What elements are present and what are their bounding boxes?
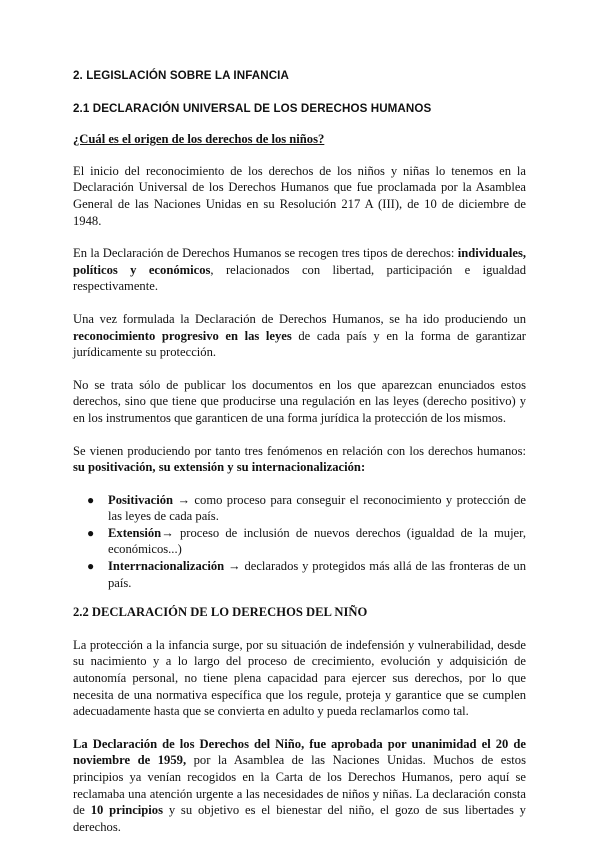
bullet-icon: ●: [87, 525, 95, 540]
origin-question: ¿Cuál es el origen de los derechos de los niños?: [73, 132, 325, 147]
paragraph-text: por la Asamblea de las Naciones Unidas. Muchos de estos principios ya venían recogidos en la Carta de los Derechos Humanos, pero aquí se reclamaba una atención urgente a las necesidades de niños y niñas. La declaración consta de: [73, 753, 526, 818]
paragraph-progressive-recognition: [73, 311, 526, 361]
paragraph-text: , relacionados con libertad, participación e igualdad respectivamente.: [73, 262, 526, 294]
list-item: [73, 525, 526, 558]
paragraph-phenomena: [73, 443, 526, 476]
bold-text: 10 principios: [90, 803, 163, 818]
bullet-term: Positivación: [108, 492, 174, 507]
bold-text: reconocimiento progresivo en las leyes: [73, 328, 292, 343]
bold-text: La Declaración de los Derechos del Niño, fue aprobada por unanimidad el 20 de noviembre de 1959,: [73, 736, 526, 768]
bullet-icon: ●: [87, 492, 95, 507]
section-2-1-heading: 2.1 DECLARACIÓN UNIVERSAL DE LOS DERECHOS HUMANOS: [73, 101, 432, 115]
bullet-text: → proceso de inclusión de nuevos derechos (igualdad de la mujer, económicos...): [108, 525, 526, 557]
paragraph-text: Se vienen produciendo por tanto tres fenómenos en relación con los derechos humanos:: [73, 443, 526, 458]
section-2-2-heading: 2.2 DECLARACIÓN DE LO DERECHOS DEL NIÑO: [73, 605, 368, 620]
bullet-text: → declarados y protegidos más allá de las fronteras de un país.: [108, 559, 526, 590]
paragraph-child-protection: La protección a la infancia surge, por su situación de indefensión y vulnerabilidad, desde su nacimiento y a lo largo del proceso de crecimiento, evolución y adquisición de autonomía personal, no tiene plena capacidad para ejercer sus derechos, por lo que necesita de una normativa específica que los regule, proteja y garantice que se cumplen adecuadamente hasta que se convierta en adulto y pueda reclamarlos como tal.: [73, 637, 526, 719]
paragraph-declaration: [73, 736, 526, 836]
bullet-term: Extensión: [108, 525, 162, 540]
paragraph-regulation: No se trata sólo de publicar los documentos en los que aparezcan enunciados estos derechos, sino que tiene que producirse una regulación en las leyes (derecho positivo) y en los instrumentos que garanticen de una forma jurídica la protección de los mismos.: [73, 377, 526, 425]
bullet-icon: ●: [87, 559, 95, 574]
bold-text: su positivación, su extensión y su internacionalización:: [73, 460, 366, 475]
section-2-heading: 2. LEGISLACIÓN SOBRE LA INFANCIA: [73, 69, 289, 82]
paragraph-text: y su objetivo es el bienestar del niño, el gozo de sus libertades y derechos.: [73, 803, 526, 834]
bullet-text: → como proceso para conseguir el reconocimiento y protección de las leyes de cada país.: [108, 492, 526, 524]
paragraph-text: de cada país y en la forma de garantizar jurídicamente su protección.: [73, 328, 526, 360]
paragraph-rights-types: [73, 245, 526, 295]
bold-text: individuales, políticos y económicos: [73, 246, 526, 277]
document-page: [73, 68, 526, 851]
paragraph-text: Una vez formulada la Declaración de Derechos Humanos, se ha ido produciendo un: [73, 311, 526, 326]
paragraph-text: En la Declaración de Derechos Humanos se recogen tres tipos de derechos:: [73, 246, 458, 261]
list-item: [73, 558, 526, 591]
phenomena-list: [73, 492, 526, 592]
bullet-term: Interrnacionalización: [108, 559, 225, 574]
paragraph-origin: El inicio del reconocimiento de los derechos de los niños y niñas lo tenemos en la Declaración Universal de los Derechos Humanos que fue proclamada por la Asamblea General de las Naciones Unidas en su Resolución 217 A (III), de 10 de diciembre de 1948.: [73, 163, 526, 228]
list-item: [73, 492, 526, 525]
